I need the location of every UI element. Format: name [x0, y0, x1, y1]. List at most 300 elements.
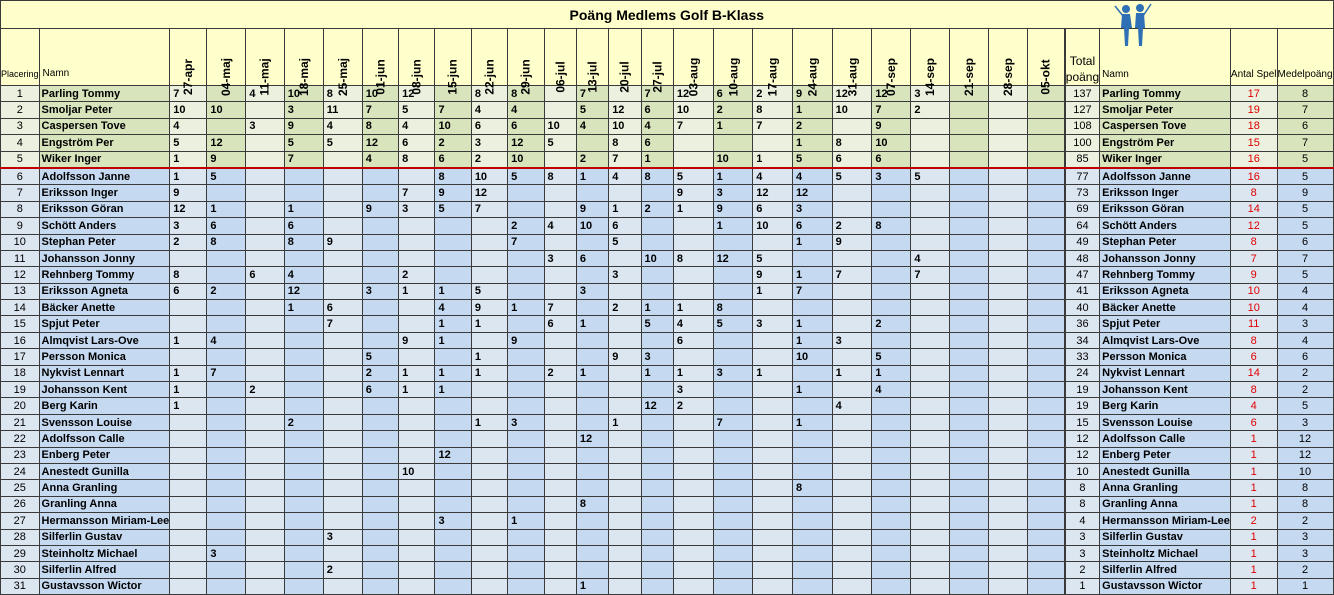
score-cell[interactable] [872, 480, 911, 496]
score-cell[interactable] [911, 218, 950, 234]
score-cell[interactable] [576, 562, 608, 578]
score-cell[interactable] [1028, 382, 1064, 398]
score-cell[interactable]: 1 [435, 365, 471, 381]
name-cell[interactable]: Silferlin Alfred [39, 562, 170, 578]
score-cell[interactable] [713, 545, 753, 561]
score-cell[interactable] [713, 135, 753, 151]
score-cell[interactable] [950, 316, 989, 332]
antal-spel-cell[interactable]: 12 [1230, 218, 1277, 234]
score-cell[interactable] [576, 349, 608, 365]
score-cell[interactable] [753, 332, 793, 348]
placering-cell[interactable]: 16 [1, 332, 40, 348]
placering-cell[interactable]: 21 [1, 414, 40, 430]
total-cell[interactable]: 48 [1065, 250, 1099, 266]
score-cell[interactable] [362, 578, 398, 594]
score-cell[interactable] [246, 135, 284, 151]
name-cell-2[interactable]: Steinholtz Michael [1100, 545, 1231, 561]
score-cell[interactable]: 6 [544, 316, 576, 332]
score-cell[interactable]: 7 [576, 86, 608, 102]
score-cell[interactable] [872, 463, 911, 479]
score-cell[interactable] [673, 480, 713, 496]
score-cell[interactable]: 9 [362, 201, 398, 217]
total-cell[interactable]: 127 [1065, 102, 1099, 118]
score-cell[interactable] [989, 168, 1028, 185]
score-cell[interactable]: 3 [609, 267, 641, 283]
antal-spel-cell[interactable]: 1 [1230, 447, 1277, 463]
score-cell[interactable] [609, 382, 641, 398]
score-cell[interactable] [753, 300, 793, 316]
score-cell[interactable]: 8 [544, 168, 576, 185]
score-cell[interactable]: 1 [792, 316, 832, 332]
score-cell[interactable]: 3 [471, 135, 507, 151]
score-cell[interactable]: 5 [792, 151, 832, 168]
score-cell[interactable] [950, 185, 989, 201]
score-cell[interactable] [713, 496, 753, 512]
total-cell[interactable]: 77 [1065, 168, 1099, 185]
score-cell[interactable]: 9 [713, 201, 753, 217]
antal-spel-cell[interactable]: 14 [1230, 365, 1277, 381]
name-cell[interactable]: Parling Tommy [39, 86, 170, 102]
score-cell[interactable]: 10 [609, 118, 641, 134]
score-cell[interactable] [950, 578, 989, 594]
score-cell[interactable] [207, 529, 246, 545]
medelpoang-cell[interactable]: 8 [1277, 86, 1333, 102]
score-cell[interactable] [753, 480, 793, 496]
score-cell[interactable] [911, 283, 950, 299]
score-cell[interactable] [1028, 480, 1064, 496]
antal-spel-cell[interactable]: 10 [1230, 300, 1277, 316]
score-cell[interactable] [872, 431, 911, 447]
name-cell-2[interactable]: Enberg Peter [1100, 447, 1231, 463]
score-cell[interactable] [576, 480, 608, 496]
score-cell[interactable] [207, 118, 246, 134]
name-cell-2[interactable]: Persson Monica [1100, 349, 1231, 365]
score-cell[interactable] [911, 151, 950, 168]
score-cell[interactable] [323, 267, 362, 283]
name-cell[interactable]: Johansson Jonny [39, 250, 170, 266]
score-cell[interactable] [792, 431, 832, 447]
score-cell[interactable] [950, 545, 989, 561]
score-cell[interactable] [911, 562, 950, 578]
score-cell[interactable] [435, 414, 471, 430]
score-cell[interactable]: 4 [508, 102, 544, 118]
antal-spel-cell[interactable]: 15 [1230, 135, 1277, 151]
score-cell[interactable] [641, 562, 673, 578]
score-cell[interactable] [609, 365, 641, 381]
score-cell[interactable] [911, 300, 950, 316]
score-cell[interactable]: 3 [435, 513, 471, 529]
total-cell[interactable]: 2 [1065, 562, 1099, 578]
score-cell[interactable] [673, 463, 713, 479]
total-cell[interactable]: 8 [1065, 496, 1099, 512]
score-cell[interactable] [609, 316, 641, 332]
score-cell[interactable] [1028, 398, 1064, 414]
score-cell[interactable] [609, 398, 641, 414]
score-cell[interactable] [362, 463, 398, 479]
score-cell[interactable] [989, 201, 1028, 217]
score-cell[interactable]: 5 [323, 135, 362, 151]
score-cell[interactable] [950, 382, 989, 398]
score-cell[interactable]: 6 [508, 118, 544, 134]
score-cell[interactable]: 6 [170, 283, 207, 299]
name-cell-2[interactable]: Rehnberg Tommy [1100, 267, 1231, 283]
score-cell[interactable] [284, 349, 323, 365]
score-cell[interactable] [284, 529, 323, 545]
score-cell[interactable]: 10 [792, 349, 832, 365]
score-cell[interactable] [170, 513, 207, 529]
score-cell[interactable] [832, 300, 872, 316]
score-cell[interactable]: 12 [284, 283, 323, 299]
score-cell[interactable]: 3 [284, 102, 323, 118]
name-cell-2[interactable]: Wiker Inger [1100, 151, 1231, 168]
score-cell[interactable]: 2 [609, 300, 641, 316]
score-cell[interactable]: 1 [641, 300, 673, 316]
score-cell[interactable] [544, 398, 576, 414]
score-cell[interactable] [753, 398, 793, 414]
score-cell[interactable]: 12 [753, 185, 793, 201]
score-cell[interactable] [832, 513, 872, 529]
score-cell[interactable] [471, 398, 507, 414]
score-cell[interactable] [641, 283, 673, 299]
name-cell[interactable]: Hermansson Miriam-Lee [39, 513, 170, 529]
score-cell[interactable] [544, 185, 576, 201]
score-cell[interactable] [399, 300, 435, 316]
medelpoang-cell[interactable]: 6 [1277, 234, 1333, 250]
score-cell[interactable] [950, 529, 989, 545]
score-cell[interactable] [508, 316, 544, 332]
name-cell-2[interactable]: Johansson Kent [1100, 382, 1231, 398]
score-cell[interactable] [170, 578, 207, 594]
score-cell[interactable] [989, 562, 1028, 578]
score-cell[interactable] [284, 578, 323, 594]
score-cell[interactable] [284, 513, 323, 529]
score-cell[interactable]: 6 [872, 151, 911, 168]
medelpoang-cell[interactable]: 3 [1277, 529, 1333, 545]
score-cell[interactable]: 1 [673, 365, 713, 381]
score-cell[interactable] [435, 545, 471, 561]
score-cell[interactable] [792, 250, 832, 266]
score-cell[interactable]: 10 [284, 86, 323, 102]
antal-spel-cell[interactable]: 1 [1230, 431, 1277, 447]
name-cell-2[interactable]: Nykvist Lennart [1100, 365, 1231, 381]
score-cell[interactable] [207, 431, 246, 447]
score-cell[interactable]: 6 [471, 118, 507, 134]
placering-cell[interactable]: 15 [1, 316, 40, 332]
score-cell[interactable] [246, 250, 284, 266]
score-cell[interactable] [576, 398, 608, 414]
score-cell[interactable] [950, 480, 989, 496]
score-cell[interactable] [170, 349, 207, 365]
score-cell[interactable]: 1 [576, 316, 608, 332]
score-cell[interactable]: 7 [753, 118, 793, 134]
score-cell[interactable] [872, 414, 911, 430]
score-cell[interactable] [792, 578, 832, 594]
antal-spel-cell[interactable]: 1 [1230, 562, 1277, 578]
medelpoang-cell[interactable]: 12 [1277, 431, 1333, 447]
score-cell[interactable] [989, 545, 1028, 561]
score-cell[interactable]: 1 [792, 234, 832, 250]
name-cell-2[interactable]: Eriksson Göran [1100, 201, 1231, 217]
medelpoang-cell[interactable]: 7 [1277, 250, 1333, 266]
score-cell[interactable] [753, 496, 793, 512]
score-cell[interactable]: 2 [399, 267, 435, 283]
score-cell[interactable]: 10 [207, 102, 246, 118]
medelpoang-cell[interactable]: 8 [1277, 480, 1333, 496]
score-cell[interactable]: 3 [246, 118, 284, 134]
score-cell[interactable] [911, 185, 950, 201]
score-cell[interactable] [989, 185, 1028, 201]
name-cell[interactable]: Persson Monica [39, 349, 170, 365]
score-cell[interactable] [170, 496, 207, 512]
score-cell[interactable] [284, 431, 323, 447]
medelpoang-cell[interactable]: 3 [1277, 414, 1333, 430]
score-cell[interactable]: 10 [508, 151, 544, 168]
name-cell-2[interactable]: Eriksson Inger [1100, 185, 1231, 201]
antal-spel-cell[interactable]: 1 [1230, 545, 1277, 561]
name-cell[interactable]: Nykvist Lennart [39, 365, 170, 381]
score-cell[interactable] [170, 463, 207, 479]
score-cell[interactable] [792, 513, 832, 529]
score-cell[interactable]: 2 [508, 218, 544, 234]
score-cell[interactable]: 10 [544, 118, 576, 134]
score-cell[interactable] [832, 382, 872, 398]
total-cell[interactable]: 19 [1065, 382, 1099, 398]
score-cell[interactable] [399, 447, 435, 463]
score-cell[interactable] [576, 300, 608, 316]
score-cell[interactable]: 7 [832, 267, 872, 283]
name-cell[interactable]: Svensson Louise [39, 414, 170, 430]
score-cell[interactable] [544, 545, 576, 561]
score-cell[interactable] [576, 234, 608, 250]
score-cell[interactable]: 12 [832, 86, 872, 102]
score-cell[interactable]: 3 [544, 250, 576, 266]
total-cell[interactable]: 8 [1065, 480, 1099, 496]
total-cell[interactable]: 3 [1065, 529, 1099, 545]
score-cell[interactable] [1028, 578, 1064, 594]
medelpoang-cell[interactable]: 9 [1277, 185, 1333, 201]
medelpoang-cell[interactable]: 5 [1277, 218, 1333, 234]
score-cell[interactable]: 4 [435, 300, 471, 316]
score-cell[interactable] [323, 218, 362, 234]
name-cell-2[interactable]: Silferlin Gustav [1100, 529, 1231, 545]
score-cell[interactable] [435, 218, 471, 234]
score-cell[interactable] [989, 431, 1028, 447]
score-cell[interactable] [284, 185, 323, 201]
total-cell[interactable]: 137 [1065, 86, 1099, 102]
score-cell[interactable]: 10 [641, 250, 673, 266]
score-cell[interactable]: 6 [284, 218, 323, 234]
score-cell[interactable] [753, 562, 793, 578]
score-cell[interactable]: 1 [435, 283, 471, 299]
score-cell[interactable]: 4 [399, 118, 435, 134]
score-cell[interactable]: 4 [323, 118, 362, 134]
name-cell[interactable]: Anestedt Gunilla [39, 463, 170, 479]
score-cell[interactable] [576, 463, 608, 479]
medelpoang-cell[interactable]: 5 [1277, 267, 1333, 283]
score-cell[interactable]: 12 [609, 102, 641, 118]
score-cell[interactable] [246, 365, 284, 381]
name-cell-2[interactable]: Almqvist Lars-Ove [1100, 332, 1231, 348]
score-cell[interactable]: 1 [792, 267, 832, 283]
score-cell[interactable]: 12 [362, 135, 398, 151]
score-cell[interactable] [471, 496, 507, 512]
score-cell[interactable]: 12 [435, 447, 471, 463]
score-cell[interactable] [284, 168, 323, 185]
score-cell[interactable]: 8 [362, 118, 398, 134]
score-cell[interactable] [950, 102, 989, 118]
name-cell-2[interactable]: Gustavsson Wictor [1100, 578, 1231, 594]
score-cell[interactable]: 1 [753, 365, 793, 381]
score-cell[interactable] [872, 562, 911, 578]
score-cell[interactable] [508, 562, 544, 578]
name-cell-2[interactable]: Svensson Louise [1100, 414, 1231, 430]
score-cell[interactable] [323, 496, 362, 512]
score-cell[interactable] [399, 562, 435, 578]
total-cell[interactable]: 47 [1065, 267, 1099, 283]
score-cell[interactable] [508, 578, 544, 594]
score-cell[interactable] [246, 201, 284, 217]
score-cell[interactable] [911, 332, 950, 348]
score-cell[interactable] [673, 447, 713, 463]
medelpoang-cell[interactable]: 6 [1277, 118, 1333, 134]
score-cell[interactable] [207, 562, 246, 578]
placering-cell[interactable]: 2 [1, 102, 40, 118]
score-cell[interactable] [872, 332, 911, 348]
score-cell[interactable] [989, 250, 1028, 266]
placering-cell[interactable]: 5 [1, 151, 40, 168]
score-cell[interactable] [170, 480, 207, 496]
score-cell[interactable]: 4 [170, 118, 207, 134]
score-cell[interactable]: 3 [832, 332, 872, 348]
score-cell[interactable] [284, 332, 323, 348]
score-cell[interactable] [170, 300, 207, 316]
score-cell[interactable]: 5 [544, 135, 576, 151]
placering-cell[interactable]: 23 [1, 447, 40, 463]
score-cell[interactable] [989, 365, 1028, 381]
name-cell[interactable]: Eriksson Göran [39, 201, 170, 217]
score-cell[interactable] [1028, 102, 1064, 118]
score-cell[interactable] [284, 365, 323, 381]
score-cell[interactable] [753, 135, 793, 151]
score-cell[interactable] [832, 545, 872, 561]
score-cell[interactable] [792, 365, 832, 381]
score-cell[interactable]: 12 [207, 135, 246, 151]
score-cell[interactable] [399, 578, 435, 594]
score-cell[interactable] [1028, 250, 1064, 266]
score-cell[interactable] [471, 332, 507, 348]
score-cell[interactable]: 12 [792, 185, 832, 201]
score-cell[interactable] [753, 463, 793, 479]
name-cell[interactable]: Bäcker Anette [39, 300, 170, 316]
score-cell[interactable]: 3 [713, 365, 753, 381]
score-cell[interactable] [673, 545, 713, 561]
score-cell[interactable] [609, 283, 641, 299]
score-cell[interactable] [950, 118, 989, 134]
total-cell[interactable]: 15 [1065, 414, 1099, 430]
score-cell[interactable]: 2 [362, 365, 398, 381]
score-cell[interactable] [508, 480, 544, 496]
score-cell[interactable] [950, 250, 989, 266]
score-cell[interactable]: 1 [673, 201, 713, 217]
score-cell[interactable] [207, 349, 246, 365]
score-cell[interactable]: 1 [576, 578, 608, 594]
score-cell[interactable] [207, 496, 246, 512]
score-cell[interactable] [246, 463, 284, 479]
score-cell[interactable]: 2 [832, 218, 872, 234]
score-cell[interactable]: 9 [435, 185, 471, 201]
placering-cell[interactable]: 11 [1, 250, 40, 266]
score-cell[interactable] [508, 349, 544, 365]
name-cell[interactable]: Johansson Kent [39, 382, 170, 398]
score-cell[interactable]: 7 [471, 201, 507, 217]
score-cell[interactable]: 6 [641, 102, 673, 118]
name-cell[interactable]: Engström Per [39, 135, 170, 151]
name-cell[interactable]: Stephan Peter [39, 234, 170, 250]
score-cell[interactable] [471, 447, 507, 463]
score-cell[interactable]: 4 [576, 118, 608, 134]
score-cell[interactable] [323, 283, 362, 299]
score-cell[interactable] [362, 529, 398, 545]
score-cell[interactable] [362, 562, 398, 578]
score-cell[interactable] [609, 463, 641, 479]
placering-cell[interactable]: 12 [1, 267, 40, 283]
score-cell[interactable]: 1 [508, 513, 544, 529]
score-cell[interactable]: 5 [609, 234, 641, 250]
antal-spel-cell[interactable]: 1 [1230, 578, 1277, 594]
score-cell[interactable]: 1 [284, 201, 323, 217]
score-cell[interactable]: 11 [323, 102, 362, 118]
name-cell-2[interactable]: Parling Tommy [1100, 86, 1231, 102]
score-cell[interactable]: 12 [641, 398, 673, 414]
total-cell[interactable]: 3 [1065, 545, 1099, 561]
score-cell[interactable]: 6 [576, 250, 608, 266]
total-cell[interactable]: 64 [1065, 218, 1099, 234]
score-cell[interactable] [713, 349, 753, 365]
score-cell[interactable]: 7 [435, 102, 471, 118]
score-cell[interactable] [911, 480, 950, 496]
score-cell[interactable] [872, 496, 911, 512]
score-cell[interactable]: 3 [576, 283, 608, 299]
score-cell[interactable]: 4 [792, 168, 832, 185]
score-cell[interactable] [1028, 513, 1064, 529]
score-cell[interactable] [399, 218, 435, 234]
score-cell[interactable] [544, 382, 576, 398]
score-cell[interactable] [246, 496, 284, 512]
score-cell[interactable] [170, 562, 207, 578]
score-cell[interactable] [753, 578, 793, 594]
score-cell[interactable] [435, 431, 471, 447]
score-cell[interactable] [576, 267, 608, 283]
antal-spel-cell[interactable]: 1 [1230, 463, 1277, 479]
score-cell[interactable]: 12 [713, 250, 753, 266]
score-cell[interactable] [246, 185, 284, 201]
score-cell[interactable] [435, 234, 471, 250]
score-cell[interactable] [872, 267, 911, 283]
score-cell[interactable]: 6 [673, 332, 713, 348]
score-cell[interactable] [713, 267, 753, 283]
score-cell[interactable]: 7 [508, 234, 544, 250]
score-cell[interactable] [544, 234, 576, 250]
score-cell[interactable] [1028, 300, 1064, 316]
score-cell[interactable] [989, 151, 1028, 168]
score-cell[interactable]: 7 [170, 86, 207, 102]
score-cell[interactable] [1028, 431, 1064, 447]
antal-spel-cell[interactable]: 8 [1230, 185, 1277, 201]
antal-spel-cell[interactable]: 19 [1230, 102, 1277, 118]
total-cell[interactable]: 1 [1065, 578, 1099, 594]
score-cell[interactable]: 8 [508, 86, 544, 102]
score-cell[interactable] [673, 234, 713, 250]
